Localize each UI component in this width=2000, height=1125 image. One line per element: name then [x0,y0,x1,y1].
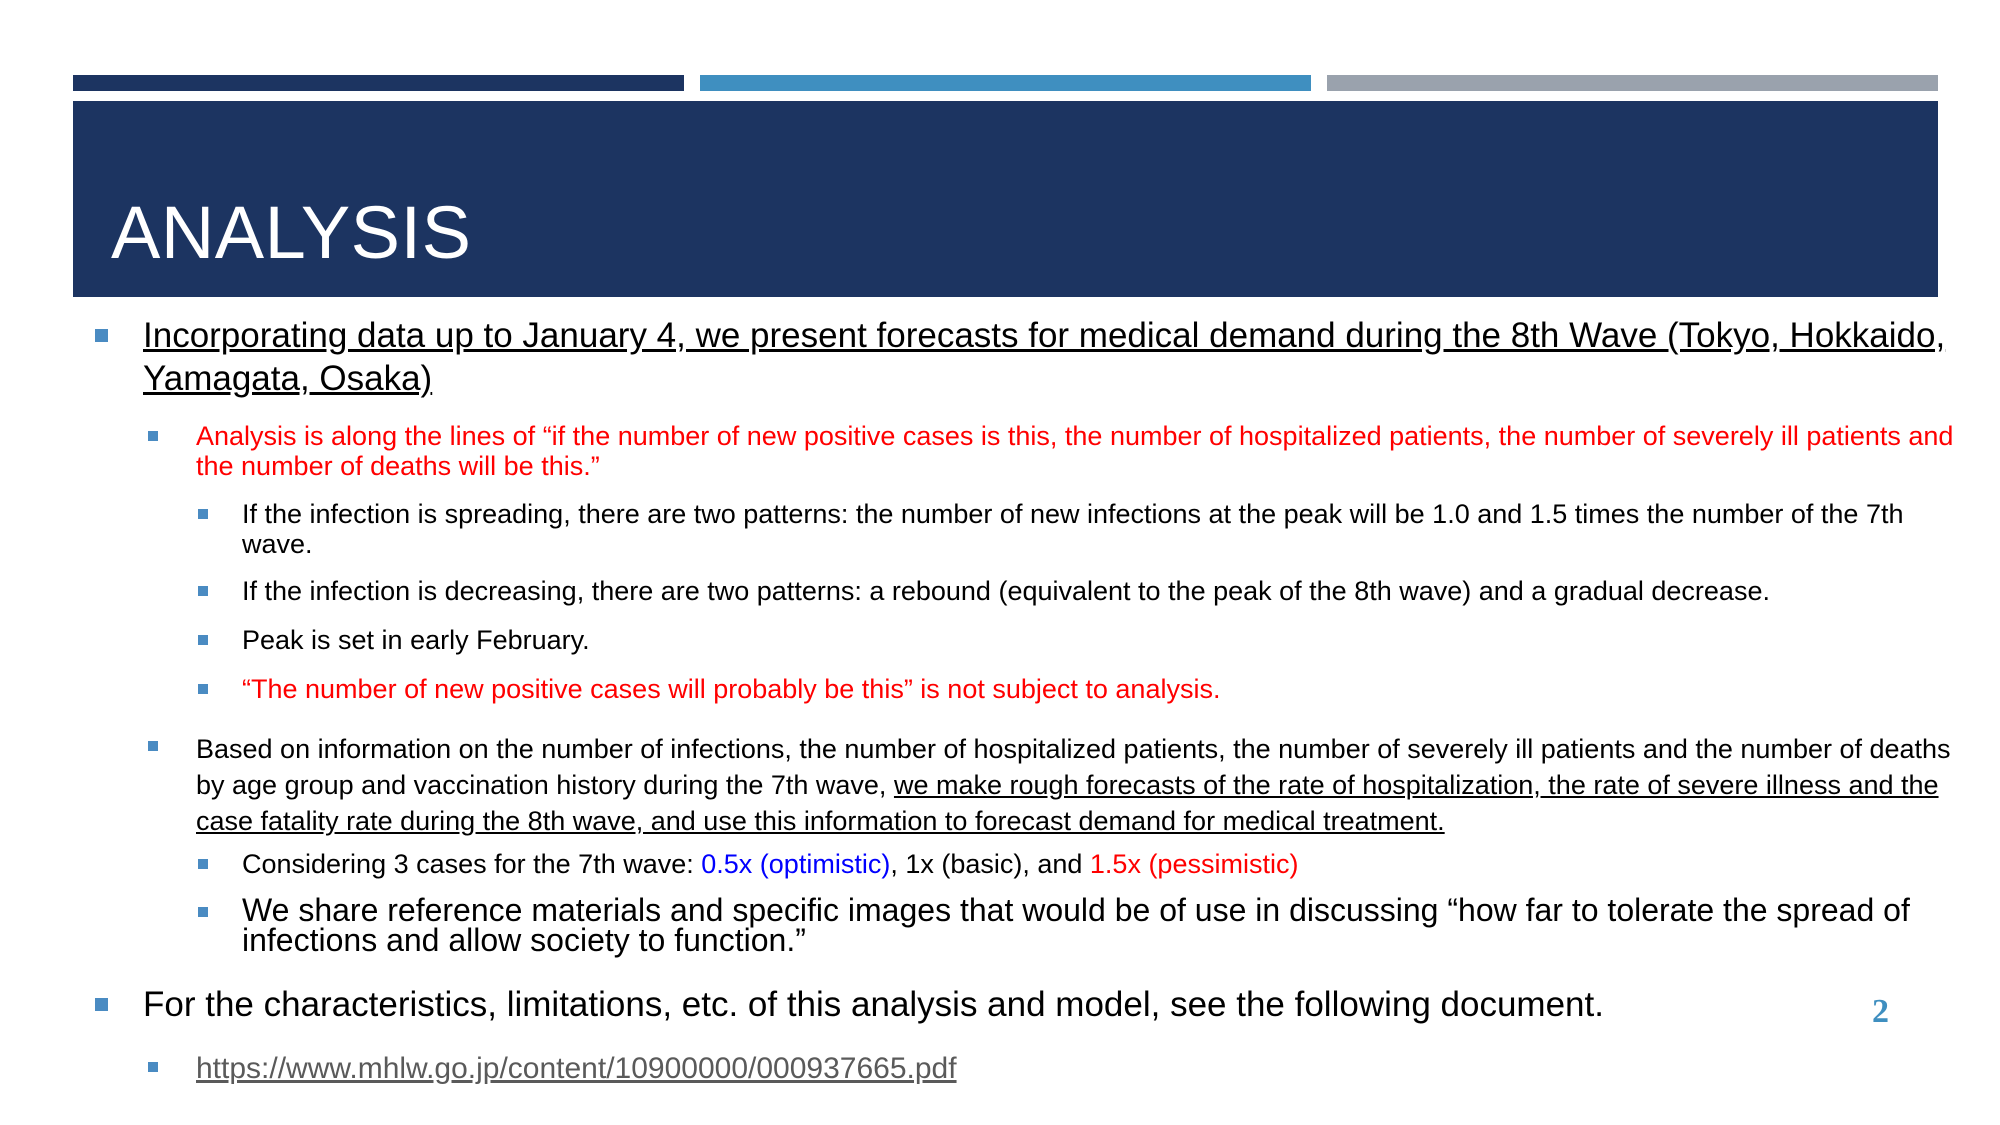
slide-number: 2 [1872,993,1889,1030]
reference-link[interactable]: https://www.mhlw.go.jp/content/10900000/000937665.pdf [196,1052,957,1085]
bullet-item [148,731,1958,839]
square-bullet-icon [198,684,208,694]
cases-prefix: Considering 3 cases for the 7th wave: [242,849,702,879]
bullet-text [242,849,1958,879]
square-bullet-icon [198,907,208,917]
square-bullet-icon [148,741,158,751]
bullet-text: Peak is set in early February. [242,625,590,655]
bullet-item [198,674,1958,704]
square-bullet-icon [95,329,108,342]
bullet-item [198,849,1958,879]
bullet-text-part: Based on information on the number of infections, the number of hospitalized patients, the number of severely ill patients and the number of deaths by age group and vaccination history during the 7th wave, [196,734,1951,800]
bullet-text: “The number of new positive cases will probably be this” is not subject to analysis. [242,674,1221,704]
bullet-text-underlined: we make rough forecasts of the rate of hospitalization, the rate of severe illness and the case fatality rate during the 8th wave, and use this information to forecast demand for medical treatment. [196,770,1939,836]
square-bullet-icon [198,509,208,519]
bullet-text: Analysis is along the lines of “if the number of new positive cases is this, the number of hospitalized patients, the number of severely ill patients and the number of deaths will be this.” [196,421,1954,481]
square-bullet-icon [198,859,208,869]
bullet-text: Incorporating data up to January 4, we present forecasts for medical demand during the 8th Wave (Tokyo, Hokkaido, Yamagata, Osaka) [143,316,1946,398]
square-bullet-icon [148,1062,158,1072]
page-title: ANALYSIS [111,191,472,274]
bullet-text: For the characteristics, limitations, etc. of this analysis and model, see the following document. [143,985,1604,1024]
bullet-text: If the infection is spreading, there are two patterns: the number of new infections at the peak will be 1.0 and 1.5 times the number of the 7th wave. [242,499,1904,559]
bullet-item [198,625,1958,655]
bullet-text [196,731,1958,839]
bullet-item [148,421,1958,481]
bullet-text: If the infection is decreasing, there are two patterns: a rebound (equivalent to the peak of the 8th wave) and a gradual decrease. [242,576,1770,606]
cases-middle: , 1x (basic), and [890,849,1090,879]
square-bullet-icon [148,431,158,441]
bullet-item [148,1052,1958,1086]
bullet-item [198,576,1958,606]
bullet-item [95,314,1955,400]
square-bullet-icon [198,586,208,596]
bullet-item [95,983,1855,1026]
case-optimistic: 0.5x (optimistic) [701,849,891,879]
square-bullet-icon [198,635,208,645]
case-pessimistic: 1.5x (pessimistic) [1089,849,1299,879]
bullet-text: We share reference materials and specific images that would be of use in discussing “how far to tolerate the spread of infections and allow society to function.” [242,892,1910,958]
square-bullet-icon [95,998,108,1011]
bullet-item [198,499,1958,559]
bullet-item [198,892,1958,958]
